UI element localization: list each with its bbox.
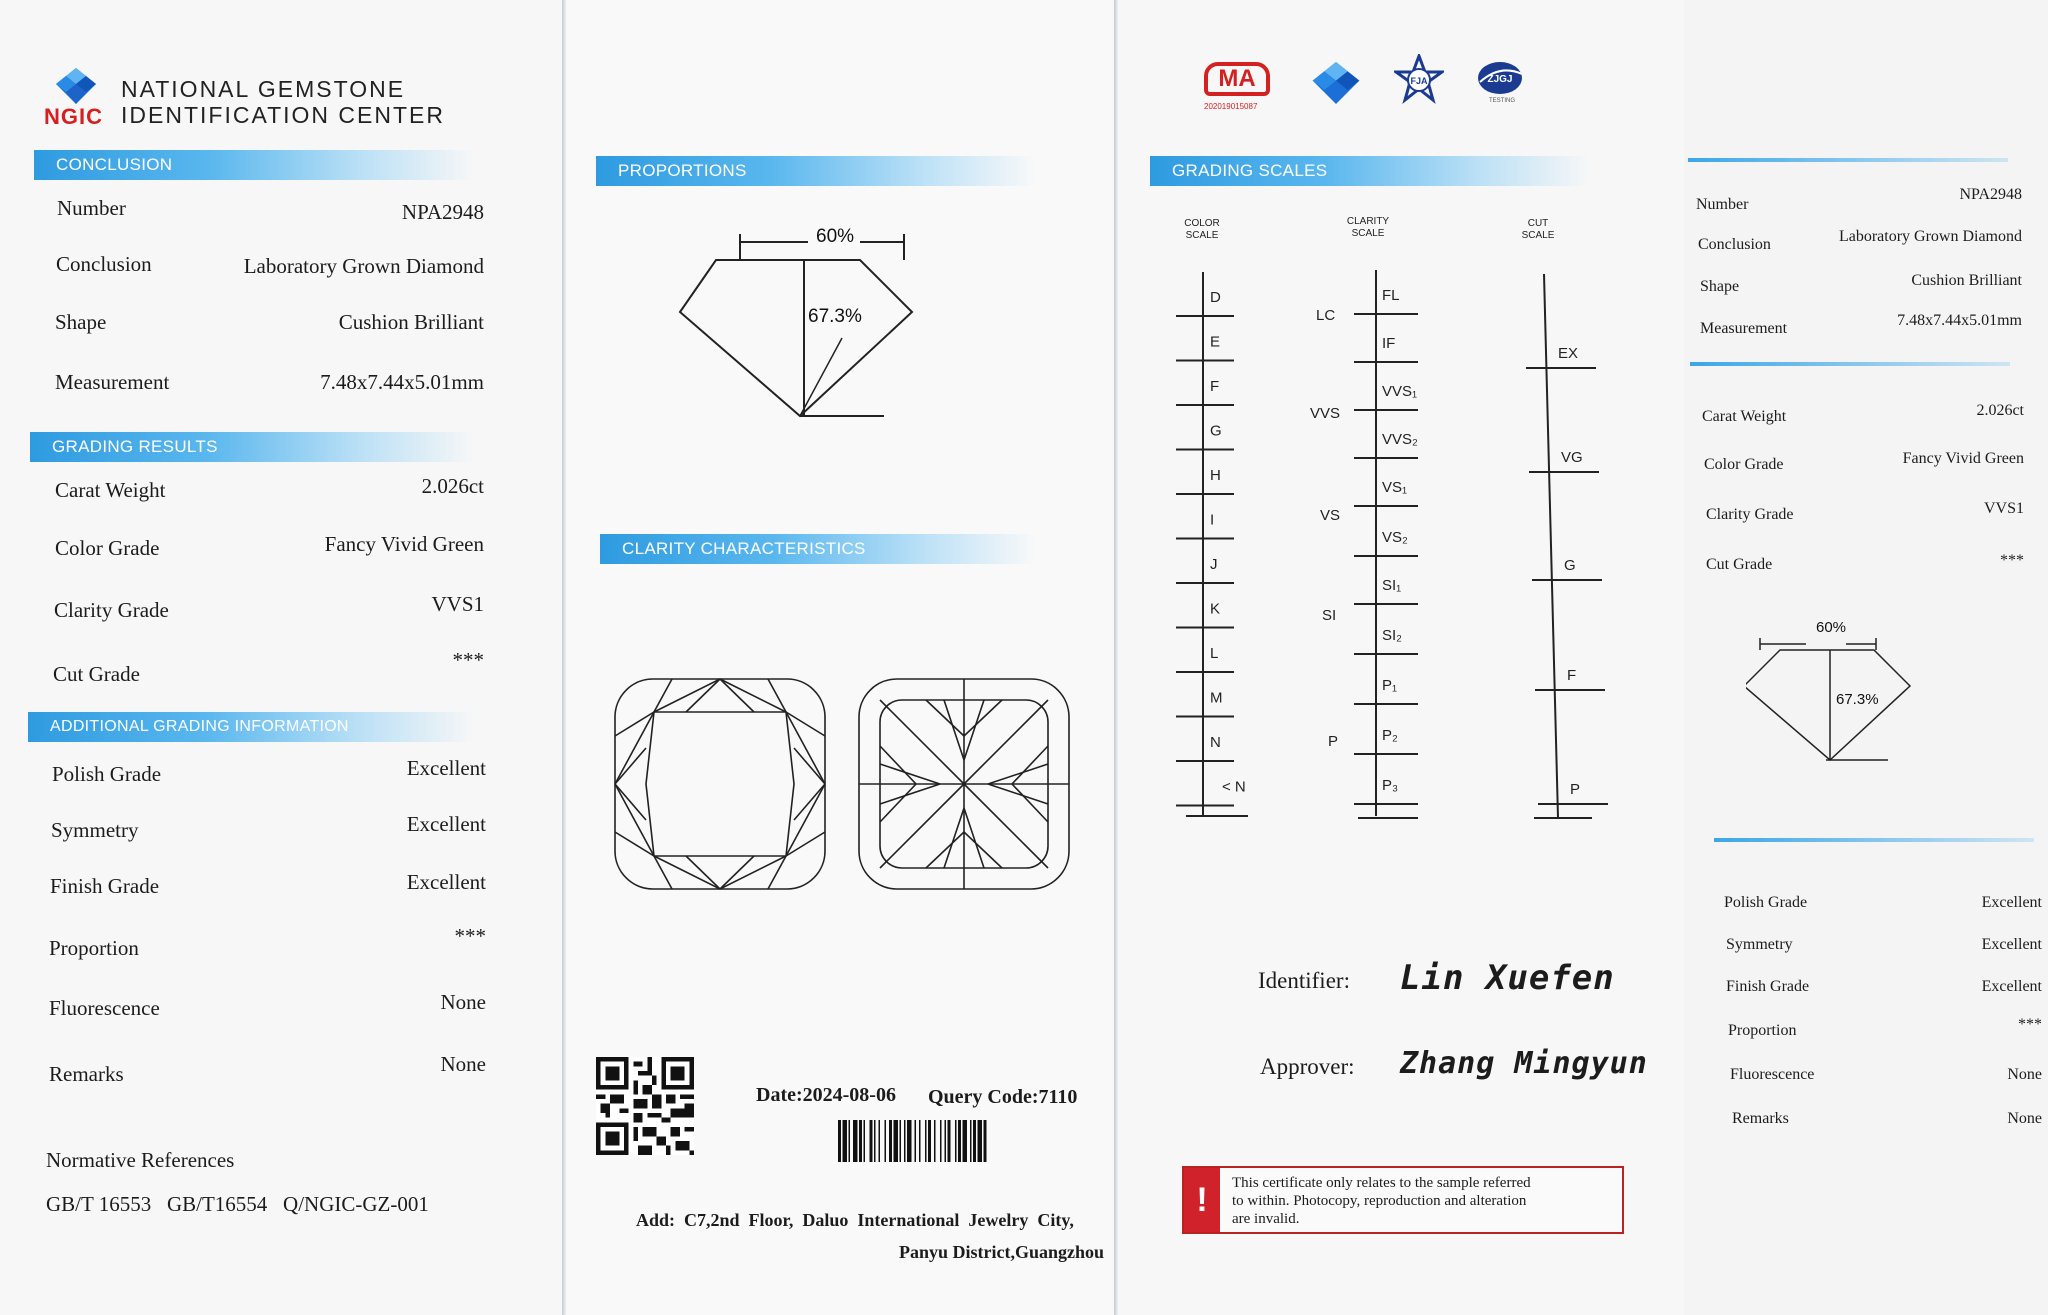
color-grade-label: L xyxy=(1210,645,1219,662)
barcode-bar xyxy=(915,1120,917,1162)
summary-bottom-row xyxy=(1728,1016,2042,1052)
color-grade-label: < N xyxy=(1222,778,1246,796)
proportion-diagram xyxy=(666,218,926,428)
barcode-bar xyxy=(919,1120,921,1162)
additional-value: None xyxy=(440,1052,486,1076)
clarity-grade-label: VS₁ xyxy=(1382,479,1408,496)
barcode-bar xyxy=(958,1120,961,1162)
conclusion-label: Number xyxy=(57,196,126,220)
clarity-grade-label: IF xyxy=(1382,335,1396,352)
disclaimer-line3: are invalid. xyxy=(1232,1211,1300,1227)
zjgj-testing-logo-icon xyxy=(1472,60,1532,104)
clarity-scale xyxy=(1310,270,1418,818)
address-line2: Panyu District,Guangzhou xyxy=(899,1242,1105,1262)
summary-bottom-row xyxy=(1732,1110,2042,1140)
barcode-bar xyxy=(945,1120,947,1162)
summary-top-value: Cushion Brilliant xyxy=(1911,272,2022,289)
summary-bottom-value: Excellent xyxy=(1981,894,2042,911)
summary-top-row xyxy=(1700,312,2022,350)
summary-bottom-value: *** xyxy=(2018,1016,2042,1033)
clarity-group-label: P xyxy=(1328,733,1339,750)
grading-value: *** xyxy=(452,648,484,672)
clarity-grade-label: SI₁ xyxy=(1382,577,1402,594)
grading-value: VVS1 xyxy=(431,592,484,616)
additional-label: Proportion xyxy=(49,936,139,960)
additional-value: *** xyxy=(454,924,486,948)
barcode-bar xyxy=(885,1120,887,1162)
identifier-signature: Lin Xuefen xyxy=(1400,958,1615,998)
additional-label: Symmetry xyxy=(51,818,139,842)
summary-top-value: NPA2948 xyxy=(1959,186,2022,203)
approver-signature: Zhang Mingyun xyxy=(1400,1046,1648,1081)
summary-bottom-row xyxy=(1724,894,2042,924)
summary-bottom-row xyxy=(1726,936,2042,966)
query-code: Query Code:7110 xyxy=(928,1086,1078,1108)
clarity-grade-label: VVS₂ xyxy=(1382,431,1418,448)
barcode-bar xyxy=(870,1120,873,1162)
barcode-bar xyxy=(838,1120,841,1162)
additional-row xyxy=(51,812,486,848)
section-header-conclusion: CONCLUSION xyxy=(34,150,474,180)
barcode-bar xyxy=(940,1120,942,1162)
additional-value: Excellent xyxy=(406,870,486,894)
brand-name-line1: NATIONAL GEMSTONE xyxy=(121,76,406,102)
clarity-grade-label: SI₂ xyxy=(1382,627,1402,644)
summary-mid-row xyxy=(1706,500,2024,536)
conclusion-label: Shape xyxy=(55,310,107,334)
summary-mid-row xyxy=(1704,450,2024,486)
barcode-bar xyxy=(864,1120,866,1162)
additional-value: None xyxy=(440,990,486,1014)
summary-mid-value: 2.026ct xyxy=(1976,402,2024,419)
barcode-bar xyxy=(849,1120,851,1162)
grading-label: Carat Weight xyxy=(55,478,166,502)
ngic-accreditation-logo-icon xyxy=(1308,58,1364,108)
summary-divider-mid xyxy=(1690,362,2010,366)
summary-table-label: 60% xyxy=(1816,619,1847,636)
section-header-grading-scales: GRADING SCALES xyxy=(1150,156,1590,186)
summary-top-row xyxy=(1696,186,2022,226)
summary-top-row xyxy=(1698,228,2022,266)
summary-top-label: Measurement xyxy=(1700,320,1788,337)
crown-plot-diagram xyxy=(612,676,828,892)
section-header-additional: ADDITIONAL GRADING INFORMATION xyxy=(28,712,474,742)
clarity-grade-label: VS₂ xyxy=(1382,529,1408,546)
barcode-bar xyxy=(973,1120,976,1162)
clarity-grade-label: P₃ xyxy=(1382,777,1399,794)
clarity-group-label: LC xyxy=(1316,307,1336,324)
fja-star-logo-icon xyxy=(1394,54,1444,104)
conclusion-row xyxy=(55,310,484,340)
brand-name-line2: IDENTIFICATION CENTER xyxy=(121,102,445,128)
barcode-bar xyxy=(874,1120,876,1162)
table-percent-label: 60% xyxy=(816,226,855,247)
ngic-diamond-logo-icon xyxy=(52,66,100,106)
color-scale-title-2: SCALE xyxy=(1185,230,1219,241)
section-header-proportions: PROPORTIONS xyxy=(596,156,1036,186)
clarity-group-label: SI xyxy=(1322,607,1337,624)
grading-label: Color Grade xyxy=(55,536,160,560)
summary-mid-label: Clarity Grade xyxy=(1706,506,1794,523)
additional-label: Fluorescence xyxy=(49,996,160,1020)
summary-top-label: Conclusion xyxy=(1698,236,1771,253)
summary-top-label: Number xyxy=(1696,196,1749,213)
normative-title: Normative References xyxy=(46,1148,235,1172)
clarity-scale-title-1: CLARITY xyxy=(1346,216,1390,227)
barcode-bar xyxy=(934,1120,936,1162)
report-panel-scales xyxy=(1118,0,1684,1315)
color-grade-label: M xyxy=(1210,689,1223,707)
additional-row xyxy=(49,924,486,966)
barcode-bar xyxy=(894,1120,899,1162)
clarity-scale-title-2: SCALE xyxy=(1351,228,1385,239)
identifier-label: Identifier: xyxy=(1258,968,1350,993)
grading-row xyxy=(54,592,484,628)
barcode-bar xyxy=(984,1120,987,1162)
additional-row xyxy=(52,756,486,792)
barcode-bar xyxy=(978,1120,983,1162)
color-grade-label: E xyxy=(1210,333,1221,351)
fja-text: FJA xyxy=(1410,76,1428,86)
clarity-grade-label: P₁ xyxy=(1382,677,1398,694)
summary-bottom-label: Fluorescence xyxy=(1730,1066,1815,1083)
warning-mark-icon: ! xyxy=(1184,1168,1220,1232)
summary-bottom-label: Proportion xyxy=(1728,1022,1797,1039)
barcode-bar xyxy=(859,1120,862,1162)
conclusion-value: NPA2948 xyxy=(401,200,484,224)
summary-mid-label: Cut Grade xyxy=(1706,556,1773,573)
zjgj-text: ZJGJ xyxy=(1487,74,1513,85)
color-grade-label: G xyxy=(1210,422,1222,440)
color-grade-label: J xyxy=(1210,556,1218,573)
section-header-clarity-characteristics: CLARITY CHARACTERISTICS xyxy=(600,534,1036,564)
report-date: Date:2024-08-06 xyxy=(756,1084,896,1106)
disclaimer-text xyxy=(1232,1174,1531,1228)
barcode-bar xyxy=(928,1120,931,1162)
cut-scale-title-1: CUT xyxy=(1527,218,1549,229)
summary-bottom-label: Finish Grade xyxy=(1726,978,1810,995)
approver-label: Approver: xyxy=(1260,1054,1355,1079)
barcode-bar xyxy=(879,1120,881,1162)
clarity-group-label: VS xyxy=(1320,507,1341,524)
normative-refs: GB/T 16553 GB/T16554 Q/NGIC-GZ-001 xyxy=(46,1192,429,1216)
grading-label: Clarity Grade xyxy=(54,598,169,622)
color-grade-label: K xyxy=(1210,600,1221,618)
color-grade-label: I xyxy=(1210,511,1215,529)
report-panel-proportions xyxy=(566,0,1114,1315)
summary-top-value: Laboratory Grown Diamond xyxy=(1838,228,2022,245)
report-panel-left xyxy=(0,0,562,1315)
summary-bottom-value: None xyxy=(2007,1066,2042,1083)
color-scale-title-1: COLOR xyxy=(1184,218,1220,229)
additional-value: Excellent xyxy=(406,756,486,780)
ma-text: MA xyxy=(1218,65,1256,92)
additional-label: Polish Grade xyxy=(52,762,162,786)
summary-proportion-diagram xyxy=(1746,618,1966,768)
summary-mid-value: *** xyxy=(2000,552,2024,569)
barcode-bar xyxy=(955,1120,957,1162)
barcode-bar xyxy=(889,1120,892,1162)
color-grade-label: H xyxy=(1210,467,1221,484)
ma-number: 202019015087 xyxy=(1204,102,1258,111)
conclusion-value: Laboratory Grown Diamond xyxy=(243,254,484,278)
color-scale xyxy=(1176,272,1248,816)
cut-scale xyxy=(1526,274,1608,818)
summary-bottom-row xyxy=(1726,978,2042,1008)
grading-row xyxy=(53,648,484,692)
pavilion-plot-diagram xyxy=(856,676,1072,892)
additional-row xyxy=(50,870,486,904)
grading-value: Fancy Vivid Green xyxy=(324,532,484,556)
barcode-bar xyxy=(853,1120,858,1162)
summary-mid-row xyxy=(1702,402,2024,438)
summary-depth-label: 67.3% xyxy=(1836,691,1879,708)
address-line1: Add: C7,2nd Floor, Daluo International Jewelry City, xyxy=(636,1210,1074,1230)
cut-scale-title-2: SCALE xyxy=(1521,230,1555,241)
conclusion-label: Measurement xyxy=(55,370,170,394)
cut-grade-label: EX xyxy=(1558,345,1579,362)
cut-grade-label: F xyxy=(1567,667,1577,684)
grading-row xyxy=(55,474,484,508)
conclusion-row xyxy=(56,252,484,282)
section-header-grading-results: GRADING RESULTS xyxy=(30,432,474,462)
summary-top-row xyxy=(1700,272,2022,308)
summary-mid-label: Color Grade xyxy=(1704,456,1784,473)
barcode-bar xyxy=(907,1120,912,1162)
summary-bottom-label: Polish Grade xyxy=(1724,894,1808,911)
summary-bottom-row xyxy=(1730,1066,2042,1096)
grading-label: Cut Grade xyxy=(53,662,140,686)
additional-label: Remarks xyxy=(49,1062,124,1086)
additional-row xyxy=(49,990,486,1026)
summary-bottom-value: Excellent xyxy=(1981,936,2042,953)
summary-bottom-value: Excellent xyxy=(1981,978,2042,995)
color-grade-label: F xyxy=(1210,378,1220,395)
summary-mid-value: Fancy Vivid Green xyxy=(1902,450,2024,467)
depth-percent-label: 67.3% xyxy=(808,306,862,327)
summary-bottom-label: Symmetry xyxy=(1726,936,1793,953)
summary-mid-row xyxy=(1706,552,2024,586)
summary-divider-top xyxy=(1688,158,2008,162)
conclusion-row xyxy=(55,370,484,400)
barcode-bar xyxy=(970,1120,972,1162)
qr-code-icon[interactable] xyxy=(596,1056,694,1156)
conclusion-label: Conclusion xyxy=(56,252,152,276)
barcode-bar xyxy=(904,1120,906,1162)
summary-top-value: 7.48x7.44x5.01mm xyxy=(1897,312,2022,329)
grading-scales-chart xyxy=(1118,200,1684,840)
disclaimer-line2: to within. Photocopy, reproduction and alteration xyxy=(1232,1193,1527,1209)
barcode-bar xyxy=(963,1120,968,1162)
additional-row xyxy=(49,1052,486,1092)
conclusion-row xyxy=(57,196,484,226)
summary-divider-bottom xyxy=(1714,838,2034,842)
cut-grade-label: P xyxy=(1570,781,1581,798)
barcode-bar xyxy=(900,1120,902,1162)
testing-text: TESTING xyxy=(1488,98,1516,104)
summary-bottom-value: None xyxy=(2007,1110,2042,1127)
clarity-grade-label: VVS₁ xyxy=(1382,383,1418,400)
additional-label: Finish Grade xyxy=(50,874,160,898)
clarity-grade-label: P₂ xyxy=(1382,727,1398,744)
barcode-bar xyxy=(843,1120,848,1162)
clarity-grade-label: FL xyxy=(1382,287,1400,304)
ngic-logo-text: NGIC xyxy=(44,104,103,129)
color-grade-label: N xyxy=(1210,734,1221,751)
summary-mid-label: Carat Weight xyxy=(1702,408,1787,425)
conclusion-value: Cushion Brilliant xyxy=(338,310,484,334)
summary-mid-value: VVS1 xyxy=(1983,500,2024,517)
ma-badge xyxy=(1204,62,1270,96)
disclaimer-line1: This certificate only relates to the sample referred xyxy=(1232,1175,1531,1191)
summary-bottom-label: Remarks xyxy=(1732,1110,1789,1127)
cut-grade-label: G xyxy=(1564,557,1576,574)
barcode-icon xyxy=(838,1120,1096,1162)
grading-value: 2.026ct xyxy=(421,474,484,498)
cut-grade-label: VG xyxy=(1561,449,1583,466)
additional-value: Excellent xyxy=(406,812,486,836)
color-grade-label: D xyxy=(1210,289,1221,306)
report-panel-summary-card xyxy=(1684,0,2048,1315)
conclusion-value: 7.48x7.44x5.01mm xyxy=(320,370,484,394)
summary-top-label: Shape xyxy=(1700,278,1740,295)
barcode-bar xyxy=(925,1120,927,1162)
grading-row xyxy=(55,532,484,566)
clarity-group-label: VVS xyxy=(1310,405,1341,422)
barcode-bar xyxy=(948,1120,951,1162)
disclaimer-box xyxy=(1182,1166,1624,1234)
